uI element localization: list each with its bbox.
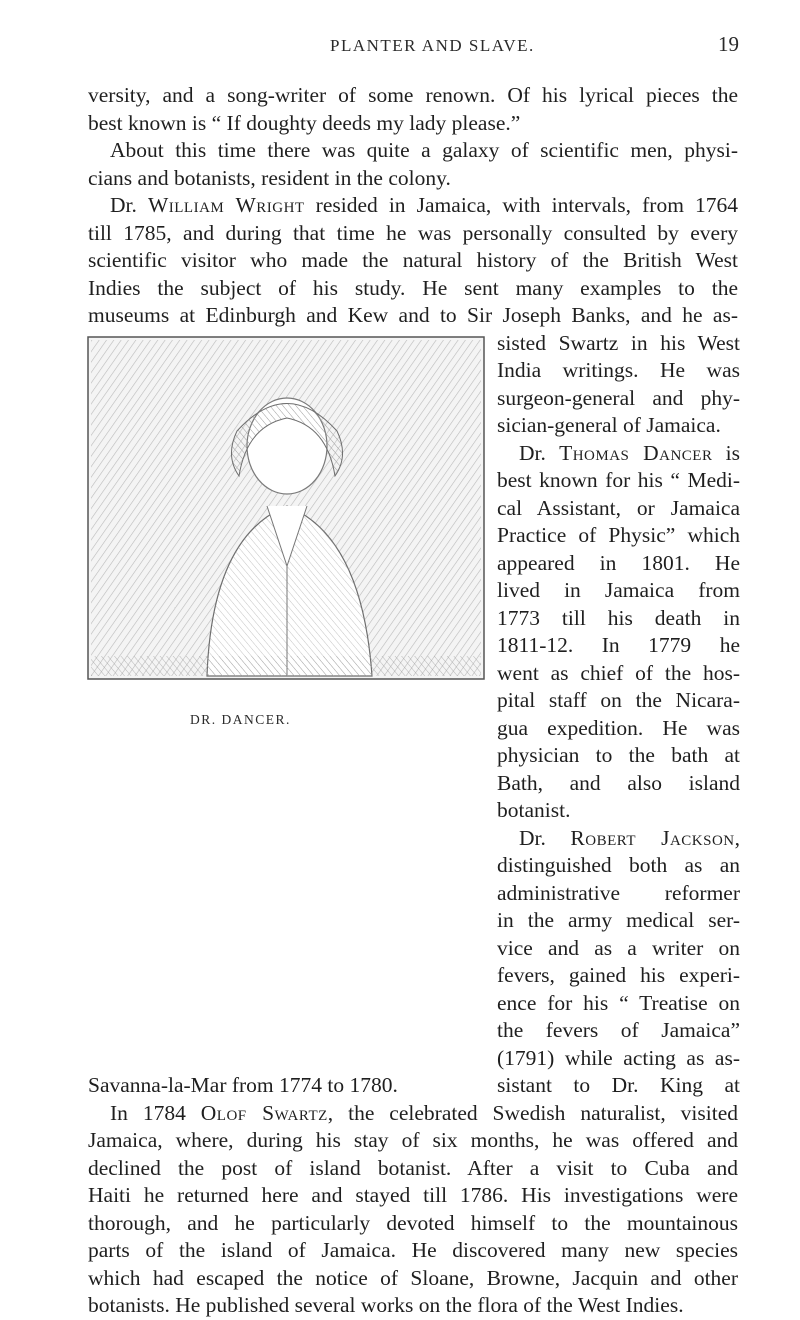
text-line: went as chief of the hos- — [497, 660, 740, 685]
text-line: best known for his “ Medi- — [497, 468, 740, 492]
text-line: botanist. — [497, 798, 571, 822]
text-line: the fevers of Jamaica” — [497, 1018, 740, 1042]
text-line: till 1785, and during that time he was personally consulted by every — [88, 220, 738, 245]
text-line: ence for his “ Treatise on — [497, 990, 740, 1015]
wright-paragraph-start: Dr. William Wright resided in Jamaica, with intervals, from 1764 — [110, 193, 739, 217]
text-line: 1811-12. In 1779 he — [497, 633, 740, 657]
text-line: fevers, gained his experi- — [497, 963, 740, 987]
text-line: Jamaica, where, during his stay of six months, he was offered and — [88, 1128, 738, 1152]
person-name: Thomas Dancer — [559, 440, 713, 465]
top-paragraphs — [88, 82, 738, 330]
right-column — [497, 330, 740, 1100]
text-line: Bath, and also island — [497, 770, 740, 795]
dancer-paragraph-start: Dr. Thomas Dancer is — [519, 440, 740, 465]
text-line: Haiti he returned here and stayed till 1786. His investigations were — [88, 1183, 738, 1207]
bottom-paragraphs — [88, 1072, 738, 1320]
text-line: botanists. He published several works on the flora of the West Indies. — [88, 1293, 684, 1317]
text-line: museums at Edinburgh and Kew and to Sir Joseph Banks, and he as- — [88, 303, 738, 327]
text-line: administrative reformer — [497, 880, 740, 905]
text-line: Savanna-la-Mar from 1774 to 1780. — [88, 1073, 398, 1097]
text-line: scientific visitor who made the natural history of the British West — [88, 248, 738, 272]
text-line: (1791) while acting as as- — [497, 1045, 740, 1070]
text-line: lived in Jamaica from — [497, 578, 740, 602]
page-number: 19 — [718, 32, 739, 56]
text-line: vice and as a writer on — [497, 935, 740, 960]
person-name: Robert Jackson — [570, 825, 735, 850]
person-name: Olof Swartz — [200, 1100, 328, 1125]
text-line: sisted Swartz in his West — [497, 330, 740, 355]
text-line: physician to the bath at — [497, 743, 740, 767]
text-line: distinguished both as an — [497, 853, 740, 877]
figure-caption: DR. DANCER. — [190, 712, 291, 727]
jackson-paragraph-start: Dr. Robert Jackson, — [519, 825, 740, 850]
text-line: declined the post of island botanist. After a visit to Cuba and — [88, 1155, 738, 1180]
swartz-paragraph-start: In 1784 Olof Swartz, the celebrated Swedish naturalist, visited — [110, 1100, 738, 1125]
text-line: cians and botanists, resident in the colony. — [88, 165, 451, 190]
text-line: pital staff on the Nicara- — [497, 688, 740, 712]
text-line: thorough, and he particularly devoted himself to the mountainous — [88, 1210, 738, 1235]
portrait-engraving — [87, 336, 485, 680]
text-line: About this time there was quite a galaxy of scientific men, physi- — [110, 138, 738, 162]
text-line: sician-general of Jamaica. — [497, 413, 721, 437]
text-line: cal Assistant, or Jamaica — [497, 495, 740, 520]
text-line: surgeon-general and phy- — [497, 385, 740, 410]
text-line: best known is “ If doughty deeds my lady please.” — [88, 110, 521, 135]
text-line: Practice of Physic” which — [497, 523, 740, 547]
text-line: gua expedition. He was — [497, 715, 740, 740]
text-line: parts of the island of Jamaica. He discovered many new species — [88, 1238, 738, 1262]
text-line: sistant to Dr. King at — [497, 1073, 740, 1097]
text-line: India writings. He was — [497, 358, 740, 382]
text-line: Indies the subject of his study. He sent many examples to the — [88, 275, 738, 300]
text-line: appeared in 1801. He — [497, 550, 740, 575]
person-name: William Wright — [147, 193, 305, 217]
running-head: PLANTER AND SLAVE. — [330, 36, 535, 55]
portrait-image — [87, 336, 485, 680]
text-line: versity, and a song-writer of some renown. Of his lyrical pieces the — [88, 83, 738, 107]
text-line: 1773 till his death in — [497, 605, 740, 630]
text-line: which had escaped the notice of Sloane, Browne, Jacquin and other — [88, 1265, 738, 1290]
text-line: in the army medical ser- — [497, 908, 740, 932]
